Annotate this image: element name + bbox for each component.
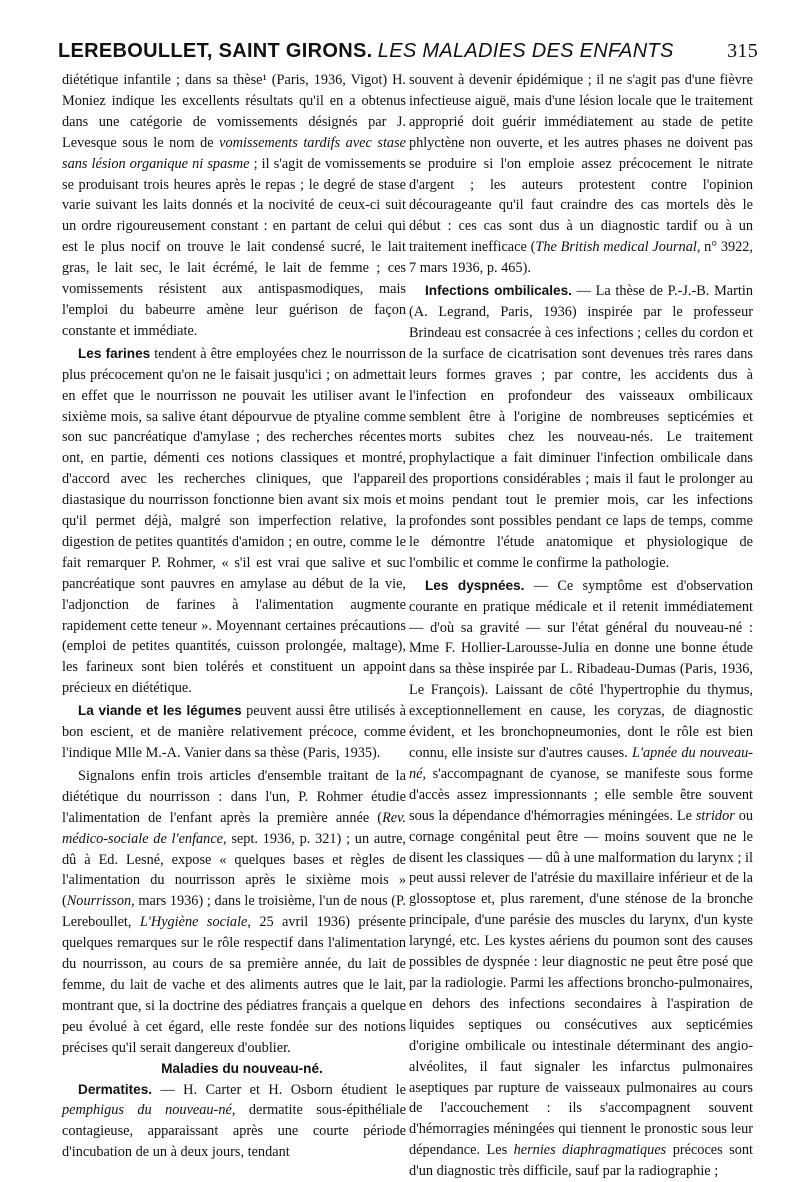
italic-citation: Nourrisson: [66, 893, 132, 910]
italic-term: vomissements tardifs avec stase sans lésion organique ni spasme: [62, 134, 406, 172]
italic-term: pemphigus du nouveau-né: [62, 1102, 232, 1119]
running-header: [58, 40, 758, 63]
paragraph-lead: Dermatites.: [78, 1081, 153, 1097]
paragraph-articles: Signalons enfin trois articles d'ensemble traitant de la diététique du nourrisson : dans l'un, P. Rohmer étudie l'alimentation de l'enfant après la première année (Rev. médico-sociale de l'enfance, sept. 1936, p. 321) ; un autre, dû à Ed. Lesné, expose « quelques bases et règles de l'alimentation du nourrisson après le sixième mois » (Nourrisson, mars 1936) ; dans le troisième, l'un de nous (P. Lereboullet, L'Hygiène sociale, 25 avril 1936) présente quelques remarques sur le rôle respectif dans l'alimentation du nourrisson, au cours de sa première année, du lait de femme, du lait de vache et des aliments autres que le lait, montrant que, si la doctrine des pédiatres français a quelque peu évolué à cet égard, elle reste fondée sur des notions précises qu'il serait dangereux d'oublier.: [62, 767, 406, 1056]
paragraph-dermatites: Dermatites. — H. Carter et H. Osborn étudient le pemphigus du nouveau-né, dermatite sous-épithéliale contagieuse, apparaissant après une courte période d'incubation de un à deux jours, tendant: [62, 1081, 406, 1161]
right-column: [409, 70, 753, 1182]
paragraph-dietetique: diététique infantile ; dans sa thèse¹ (Paris, 1936, Vigot) H. Moniez indique les excellents résultats qu'il en a obtenus dans une catégorie de vomissements désignés par J. Levesque sous le nom de vomissements tardifs avec stase sans lésion organique ni spasme ; il s'agit de vomissements se produisant trois heures après le repas ; le degré de stase varie suivant les laits donnés et la nocivité de ceux-ci suit un ordre rigoureusement constant : en partant de celui qui est le plus nocif on trouve le lait condensé sucré, le lait gras, le lait sec, le lait écrémé, le lait de femme ; ces vomissements résistent aux antispasmodiques, mais l'emploi du babeurre amène leur guérison de façon constante et immédiate.: [62, 72, 406, 339]
page-number: 315: [727, 40, 758, 62]
paragraph-infections-ombilicales: Infections ombilicales. — La thèse de P.-J.-B. Martin (A. Legrand, Paris, 1936) inspirée par le professeur Brindeau est consacrée à ces infections ; celles du cordon et de la surface de cicatrisation sont devenues très rares dans leurs formes graves ; par contre, les accidents dus à l'infection en profondeur des vaisseaux ombilicaux semblent être à l'origine de nombreuses septicémies et morts subites chez les nouveau-nés. Le traitement prophylactique a fait diminuer l'infection ombilicale dans des proportions considérables ; mais il faut le prolonger au moins pendant tout le premier mois, car les infections profondes sont possibles pendant ce laps de temps, comme le démontre l'étude anatomique et physiologique de l'ombilic et comme le confirme la pathologie.: [409, 283, 753, 571]
header-authors: LEREBOULLET, SAINT GIRONS.: [58, 40, 373, 62]
paragraph-viande: La viande et les légumes peuvent aussi être utilisés à bon escient, et de manière relativement précoce, comme l'indique Mlle M.-A. Vanier dans sa thèse (Paris, 1935).: [62, 703, 406, 761]
italic-citation: The British medical Journal: [535, 239, 697, 256]
italic-citation: Rev. médico-sociale de l'enfance: [62, 809, 406, 847]
italic-citation: L'Hygiène sociale: [139, 914, 248, 931]
paragraph-lead: La viande et les légumes: [78, 703, 242, 719]
italic-term: L'apnée du nouveau-né: [409, 745, 753, 782]
italic-term: hernies diaphragmatiques: [513, 1142, 667, 1159]
paragraph-dermatites-cont: souvent à devenir épidémique ; il ne s'agit pas d'une fièvre infectieuse aiguë, mais d'une lésion locale que le traitement approprié doit guérir immédiatement au stade de petite phlyctène non ouverte, et les autres phases ne doivent pas se produire si l'on emploie assez précocement le nitrate d'argent ; les auteurs protestent contre l'opinion décourageante qu'il faut craindre des cas mortels dès le début : ces cas sont dus à un diagnostic tardif ou à un traitement inefficace (The British medical Journal, n° 3922, 7 mars 1936, p. 465).: [409, 72, 753, 277]
italic-term: stridor: [695, 807, 735, 824]
left-column: [62, 70, 406, 1163]
paragraph-dyspnees: Les dyspnées. — Ce symptôme est d'observation courante en pratique médicale et il retenit immédiatement — d'où sa gravité — sur l'état général du nouveau-né : Mme F. Hollier-Larousse-Julia en donne une bonne étude dans sa thèse inspirée par L. Ribadeau-Dumas (Paris, 1936, Le François). Laissant de côté l'hypertrophie du thymus, exceptionnellement en cause, les coryzas, de diagnostic évident, et les bronchopneumonies, dont le rôle est bien connu, elle insiste sur d'autres causes. L'apnée du nouveau-né, s'accompagnant de cyanose, se manifeste sous forme d'accès assez impressionnants ; elle semble être souvent sous la dépendance d'hémorragies méningées. Le stridor ou cornage congénital peut être — moins souvent que ne le disent les classiques — dû à une malformation du larynx ; il peut aussi relever de l'atrésie du maxillaire inférieur et de la glossoptose et, plus rarement, d'une sténose de la bronche principale, d'une parésie des muscles du larynx, d'un kyste laryngé, etc. Les kystes aériens du poumon sont des causes possibles de dyspnée : leur diagnostic ne peut être posé que par la radiologie. Parmi les affections broncho-pulmonaires, en dehors des infections secondaires à l'aspiration de liquides septiques ou consécutives aux septicémies d'origine ombilicale ou intestinale déterminant des angio-alvéolites, il faut signaler les infarctus pulmonaires aseptiques par rupture de vaisseaux pulmonaires au cours de l'accouchement : ils s'accompagnent souvent d'hémorragies méningées qui tiennent le pronostic sous leur dépendance. Les hernies diaphragmatiques précoces sont d'un diagnostic très difficile, sauf par la radiographie ;: [409, 577, 753, 1180]
header-title: LES MALADIES DES ENFANTS: [377, 40, 674, 62]
paragraph-farines: Les farines tendent à être employées chez le nourrisson plus précocement qu'on ne le faisait jusqu'ici ; on admettait en effet que le nourrisson ne pouvait les utiliser avant le sixième mois, sa salive étant dépourvue de ptyaline comme son suc pancréatique d'amylase ; des recherches récentes ont, en partie, démenti ces notions classiques et montré, d'accord avec les recherches cliniques, que l'appareil diastasique du nourrisson fonctionne bien avant six mois et qu'il permet déjà, malgré son imperfection relative, la digestion de petites quantités d'amidon ; en outre, comme le fait remarquer P. Rohmer, « s'il est vrai que salive et suc pancréatique sont pauvres en amylase au début de la vie, l'adjonction de farines à l'alimentation augmente rapidement cette teneur ». Moyennant certaines précautions (emploi de petites quantités, cuisson prolongée, maltage), les farineux sont bien tolérés et constituent un appoint précieux en diététique.: [62, 345, 406, 697]
paragraph-lead: Infections ombilicales.: [425, 283, 572, 299]
paragraph-lead: Les farines: [78, 345, 151, 361]
section-heading: Maladies du nouveau-né.: [161, 1060, 323, 1076]
paragraph-lead: Les dyspnées.: [425, 577, 525, 593]
